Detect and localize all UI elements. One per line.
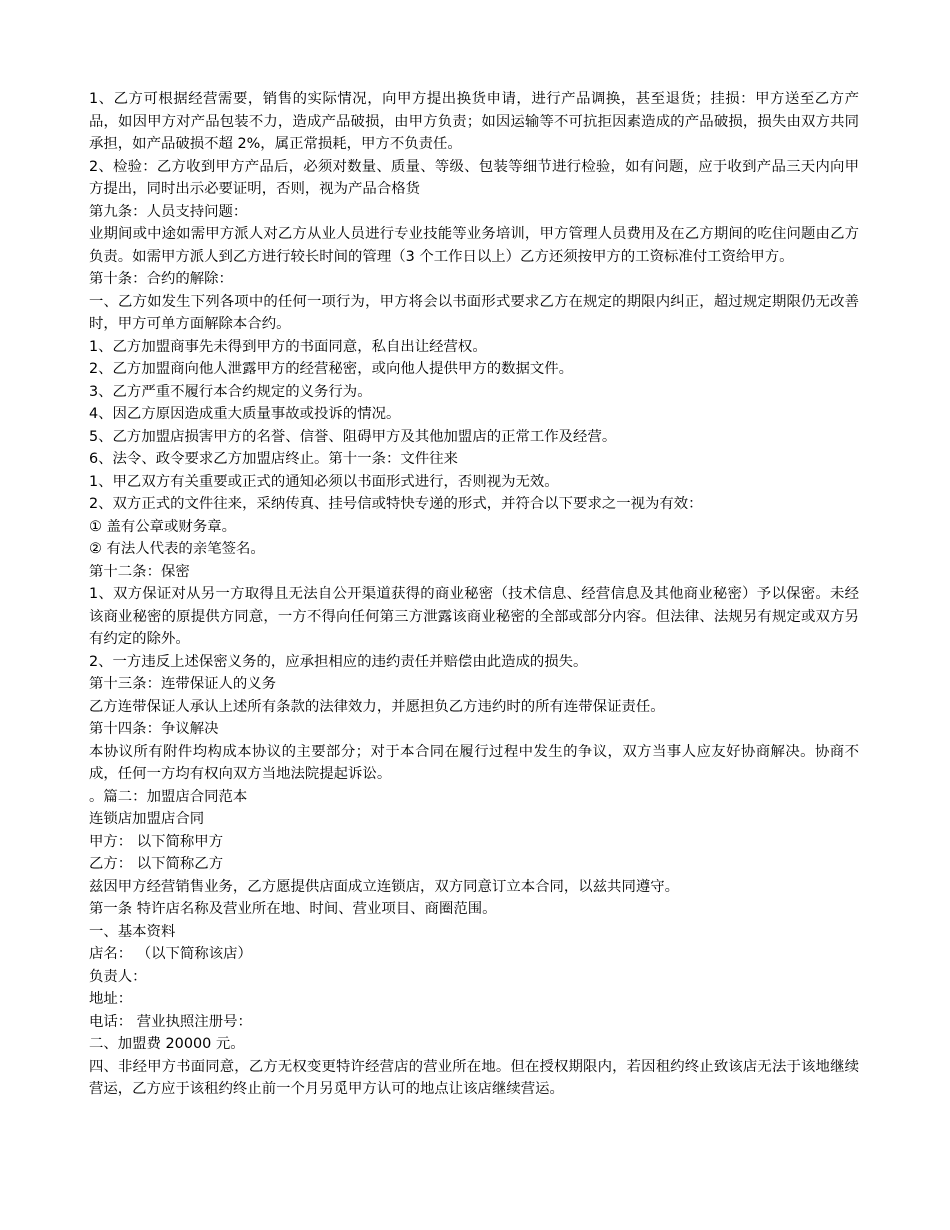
paragraph-documents-2: 2、双方正式的文件往来，采纳传真、挂号信或特快专递的形式，并符合以下要求之一视为有效：	[89, 496, 703, 512]
document-page	[89, 88, 859, 1101]
heading-article-1: 第一条 特许店名称及营业所在地、时间、营业项目、商圈范围。	[89, 901, 497, 917]
heading-article-14: 第十四条：争议解决	[89, 721, 219, 737]
heading-article-9: 第九条：人员支持问题：	[89, 203, 248, 220]
paragraph-return-damage: 1、乙方可根据经营需要，销售的实际情况，向甲方提出换货申请，进行产品调换，甚至退货；挂损：甲方送至乙方产品，如因甲方对产品包装不力，造成产品破损，由甲方负责；如因运输等不可抗拒因素造成的产品破损，损失由双方共同承担，如产品破损不超 2%，属正常损耗，甲方不负责任。	[89, 91, 859, 152]
paragraph-documents-seal: ① 盖有公章或财务章。	[89, 518, 236, 535]
paragraph-guarantor: 乙方连带保证人承认上述所有条款的法律效力，并愿担负乙方违约时的所有连带保证责任。	[89, 698, 665, 715]
address-line: 地址：	[89, 991, 133, 1007]
paragraph-documents-1: 1、甲乙双方有关重要或正式的通知必须以书面形式进行，否则视为无效。	[89, 473, 559, 490]
paragraph-termination-5: 5、乙方加盟店损害甲方的名誉、信誉、阻碍甲方及其他加盟店的正常工作及经营。	[89, 428, 617, 445]
paragraph-termination-2: 2、乙方加盟商向他人泄露甲方的经营秘密，或向他人提供甲方的数据文件。	[89, 361, 574, 377]
paragraph-staff-support: 业期间或中途如需甲方派人对乙方从业人员进行专业技能等业务培训，甲方管理人员费用及在乙方期间的吃住问题由乙方负责。如需甲方派人到乙方进行较长时间的管理（3 个工作日以上）乙方还须按甲方的工资标准付工资给甲方。	[89, 226, 859, 265]
franchise-fee-line: 二、加盟费 20000 元。	[89, 1036, 245, 1052]
contract-title: 连锁店加盟店合同	[89, 811, 205, 827]
paragraph-termination-3: 3、乙方严重不履行本合约规定的义务行为。	[89, 383, 372, 400]
paragraph-termination-4: 4、因乙方原因造成重大质量事故或投诉的情况。	[89, 406, 401, 422]
party-a-line: 甲方： 以下简称甲方	[89, 833, 224, 850]
manager-line: 负责人：	[89, 968, 147, 985]
paragraph-termination-6: 6、法令、政令要求乙方加盟店终止。第十一条：文件往来	[89, 451, 458, 467]
heading-article-13: 第十三条：连带保证人的义务	[89, 676, 277, 692]
paragraph-location-change: 四、非经甲方书面同意，乙方无权变更特许经营店的营业所在地。但在授权期限内，若因租约终止致该店无法于该地继续营运，乙方应于该租约终止前一个月另觅甲方认可的地点让该店继续营运。	[89, 1058, 859, 1097]
paragraph-preamble: 兹因甲方经营销售业务，乙方愿提供店面成立连锁店，双方同意订立本合同，以兹共同遵守。	[89, 878, 680, 895]
paragraph-documents-signature: ② 有法人代表的亲笔签名。	[89, 541, 265, 557]
paragraph-confidentiality-1: 1、双方保证对从另一方取得且无法自公开渠道获得的商业秘密（技术信息、经营信息及其他商业秘密）予以保密。未经该商业秘密的原提供方同意，一方不得向任何第三方泄露该商业秘密的全部或部分内容。但法律、法规另有规定或双方另有约定的除外。	[89, 586, 859, 647]
paragraph-confidentiality-2: 2、一方违反上述保密义务的，应承担相应的违约责任并赔偿由此造成的损失。	[89, 653, 588, 670]
paragraph-termination-intro: 一、乙方如发生下列各项中的任何一项行为，甲方将会以书面形式要求乙方在规定的期限内纠正，超过规定期限仍无改善时，甲方可单方面解除本合约。	[89, 293, 859, 332]
heading-article-10: 第十条：合约的解除：	[89, 271, 233, 287]
phone-license-line: 电话： 营业执照注册号：	[89, 1013, 252, 1030]
paragraph-inspection: 2、检验：乙方收到甲方产品后，必须对数量、质量、等级、包装等细节进行检验，如有问题，应于收到产品三天内向甲方提出，同时出示必要证明，否则，视为产品合格货	[89, 158, 859, 197]
heading-basic-info: 一、基本资料	[89, 923, 176, 940]
heading-article-12: 第十二条：保密	[89, 563, 190, 580]
store-name-line: 店名： （以下简称该店）	[89, 946, 252, 962]
heading-part-two: 。篇二：加盟店合同范本	[89, 788, 248, 805]
paragraph-dispute: 本协议所有附件均构成本协议的主要部分；对于本合同在履行过程中发生的争议，双方当事人应友好协商解决。协商不成，任何一方均有权向双方当地法院提起诉讼。	[89, 743, 859, 782]
party-b-line: 乙方： 以下简称乙方	[89, 856, 224, 872]
paragraph-termination-1: 1、乙方加盟商事先未得到甲方的书面同意，私自出让经营权。	[89, 338, 487, 355]
